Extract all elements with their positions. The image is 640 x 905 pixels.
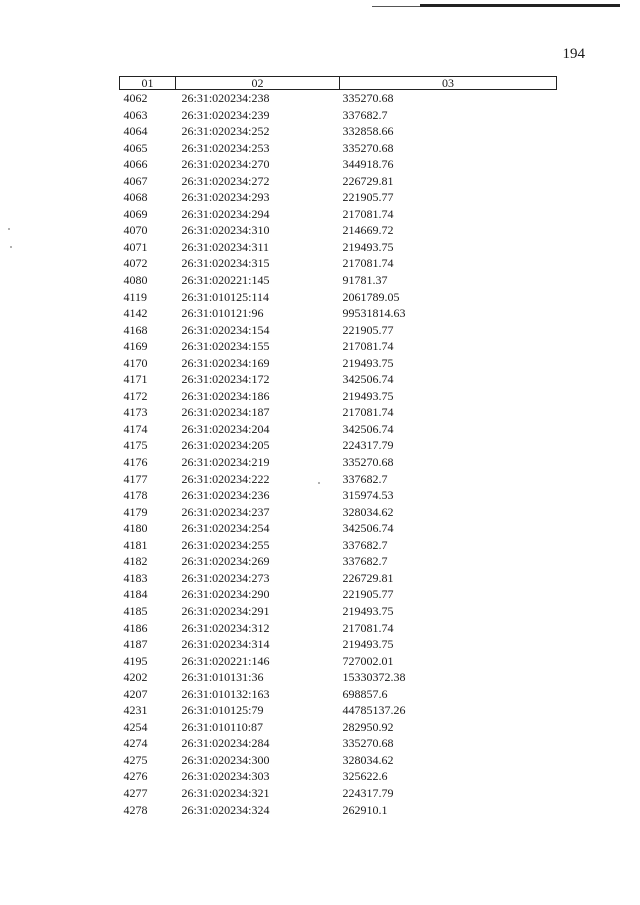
column-header-03: 03	[340, 77, 557, 90]
cell-number: 4070	[123, 223, 148, 238]
cell-cadastral-id: 26:31:020234:315	[181, 256, 270, 271]
cell-value: 221905.77	[342, 587, 394, 602]
cell-value: 15330372.38	[342, 670, 406, 685]
cell-number: 4065	[123, 140, 148, 155]
cell-cadastral-id: 26:31:020234:237	[181, 504, 270, 519]
cell-number: 4185	[123, 603, 148, 618]
cell-cadastral-id: 26:31:020234:300	[181, 752, 270, 767]
table-row	[120, 669, 557, 686]
cell-cadastral-id: 26:31:020234:311	[181, 239, 270, 254]
cell-value: 217081.74	[342, 620, 394, 635]
cell-number: 4195	[123, 653, 148, 668]
table-row	[120, 206, 557, 223]
table-row	[120, 107, 557, 124]
cell-cadastral-id: 26:31:020234:239	[181, 107, 270, 122]
table-row	[120, 255, 557, 272]
cell-number: 4072	[123, 256, 148, 271]
cell-cadastral-id: 26:31:020234:238	[181, 91, 270, 105]
data-table	[119, 76, 557, 818]
cell-cadastral-id: 26:31:020221:146	[181, 653, 270, 668]
header-rule-thin	[372, 6, 420, 7]
cell-cadastral-id: 26:31:020234:269	[181, 554, 270, 569]
cell-number: 4080	[123, 273, 148, 288]
cell-value: 217081.74	[342, 206, 394, 221]
table-row	[120, 686, 557, 703]
cell-cadastral-id: 26:31:020234:321	[181, 785, 270, 800]
cell-value: 221905.77	[342, 190, 394, 205]
cell-number: 4119	[123, 289, 148, 304]
table-row	[120, 189, 557, 206]
cell-cadastral-id: 26:31:020234:236	[181, 488, 270, 503]
table-row	[120, 785, 557, 802]
cell-cadastral-id: 26:31:020234:155	[181, 339, 270, 354]
cell-cadastral-id: 26:31:010125:79	[181, 703, 264, 718]
cell-value: 335270.68	[342, 736, 394, 751]
cell-value: 282950.92	[342, 719, 394, 734]
cell-value: 217081.74	[342, 339, 394, 354]
table-body	[120, 90, 557, 819]
cell-cadastral-id: 26:31:020234:273	[181, 570, 270, 585]
table-row	[120, 140, 557, 157]
cell-value: 337682.7	[342, 107, 388, 122]
cell-value: 219493.75	[342, 388, 394, 403]
cell-cadastral-id: 26:31:020234:324	[181, 802, 270, 817]
cell-value: 315974.53	[342, 488, 394, 503]
table-row	[120, 768, 557, 785]
cell-value: 226729.81	[342, 570, 394, 585]
cell-value: 2061789.05	[342, 289, 400, 304]
cell-cadastral-id: 26:31:020221:145	[181, 273, 270, 288]
cell-value: 91781.37	[342, 273, 388, 288]
table-row	[120, 702, 557, 719]
cell-number: 4171	[123, 372, 148, 387]
cell-number: 4276	[123, 769, 148, 784]
cell-number: 4064	[123, 124, 148, 139]
cell-value: 219493.75	[342, 355, 394, 370]
table-row	[120, 388, 557, 405]
cell-value: 698857.6	[342, 686, 388, 701]
table-row	[120, 471, 557, 488]
table-row	[120, 802, 557, 819]
cell-cadastral-id: 26:31:010110:87	[181, 719, 264, 734]
cell-value: 221905.77	[342, 322, 394, 337]
cell-cadastral-id: 26:31:020234:284	[181, 736, 270, 751]
cell-cadastral-id: 26:31:010132:163	[181, 686, 270, 701]
cell-number: 4168	[123, 322, 148, 337]
table-row	[120, 305, 557, 322]
table-row	[120, 620, 557, 637]
column-header-02: 02	[176, 77, 340, 90]
cell-number: 4174	[123, 421, 148, 436]
cell-number: 4063	[123, 107, 148, 122]
scan-speck	[10, 246, 12, 248]
cell-number: 4254	[123, 719, 148, 734]
cell-number: 4275	[123, 752, 148, 767]
cell-cadastral-id: 26:31:020234:169	[181, 355, 270, 370]
cell-cadastral-id: 26:31:020234:293	[181, 190, 270, 205]
cell-cadastral-id: 26:31:020234:252	[181, 124, 270, 139]
cell-number: 4169	[123, 339, 148, 354]
cell-number: 4068	[123, 190, 148, 205]
table-row	[120, 553, 557, 570]
cell-value: 44785137.26	[342, 703, 406, 718]
page-number: 194	[562, 46, 585, 62]
cell-cadastral-id: 26:31:020234:186	[181, 388, 270, 403]
cell-number: 4186	[123, 620, 148, 635]
header-rule	[420, 4, 620, 7]
table-row	[120, 603, 557, 620]
table-row	[120, 653, 557, 670]
table-row	[120, 719, 557, 736]
cell-value: 337682.7	[342, 537, 388, 552]
cell-number: 4142	[123, 306, 148, 321]
cell-value: 226729.81	[342, 173, 394, 188]
cell-number: 4172	[123, 388, 148, 403]
cell-value: 727002.01	[342, 653, 394, 668]
cell-value: 332858.66	[342, 124, 394, 139]
table-row	[120, 454, 557, 471]
cell-value: 344918.76	[342, 157, 394, 172]
cell-cadastral-id: 26:31:010125:114	[181, 289, 270, 304]
cell-value: 342506.74	[342, 521, 394, 536]
cell-cadastral-id: 26:31:020234:312	[181, 620, 270, 635]
data-table-container	[119, 76, 556, 818]
cell-cadastral-id: 26:31:020234:172	[181, 372, 270, 387]
cell-cadastral-id: 26:31:020234:254	[181, 521, 270, 536]
table-row	[120, 355, 557, 372]
cell-number: 4177	[123, 471, 148, 486]
cell-cadastral-id: 26:31:020234:290	[181, 587, 270, 602]
cell-cadastral-id: 26:31:020234:272	[181, 173, 270, 188]
cell-value: 214669.72	[342, 223, 394, 238]
cell-number: 4184	[123, 587, 148, 602]
table-row	[120, 222, 557, 239]
cell-value: 217081.74	[342, 256, 394, 271]
cell-value: 335270.68	[342, 455, 394, 470]
cell-value: 337682.7	[342, 471, 388, 486]
cell-cadastral-id: 26:31:020234:291	[181, 603, 270, 618]
table-row	[120, 735, 557, 752]
cell-value: 328034.62	[342, 752, 394, 767]
cell-cadastral-id: 26:31:020234:255	[181, 537, 270, 552]
cell-cadastral-id: 26:31:020234:253	[181, 140, 270, 155]
table-row	[120, 504, 557, 521]
scan-speck	[8, 228, 10, 230]
table-row	[120, 289, 557, 306]
cell-value: 99531814.63	[342, 306, 406, 321]
table-header-row	[120, 77, 557, 90]
cell-cadastral-id: 26:31:020234:187	[181, 405, 270, 420]
table-row	[120, 437, 557, 454]
table-row	[120, 371, 557, 388]
cell-value: 335270.68	[342, 91, 394, 105]
cell-value: 219493.75	[342, 239, 394, 254]
cell-cadastral-id: 26:31:020234:219	[181, 455, 270, 470]
table-row	[120, 570, 557, 587]
table-row	[120, 520, 557, 537]
cell-value: 262910.1	[342, 802, 388, 817]
cell-number: 4274	[123, 736, 148, 751]
table-row	[120, 752, 557, 769]
table-row	[120, 338, 557, 355]
cell-cadastral-id: 26:31:020234:303	[181, 769, 270, 784]
cell-value: 219493.75	[342, 637, 394, 652]
cell-value: 335270.68	[342, 140, 394, 155]
cell-number: 4066	[123, 157, 148, 172]
cell-number: 4069	[123, 206, 148, 221]
cell-value: 337682.7	[342, 554, 388, 569]
table-row	[120, 487, 557, 504]
table-row	[120, 586, 557, 603]
table-row	[120, 537, 557, 554]
cell-cadastral-id: 26:31:020234:205	[181, 438, 270, 453]
cell-value: 224317.79	[342, 438, 394, 453]
cell-cadastral-id: 26:31:010121:96	[181, 306, 264, 321]
table-row	[120, 156, 557, 173]
cell-number: 4062	[123, 91, 148, 105]
cell-number: 4181	[123, 537, 148, 552]
cell-cadastral-id: 26:31:010131:36	[181, 670, 264, 685]
cell-value: 342506.74	[342, 421, 394, 436]
cell-number: 4278	[123, 802, 148, 817]
cell-number: 4207	[123, 686, 148, 701]
table-row	[120, 239, 557, 256]
cell-cadastral-id: 26:31:020234:204	[181, 421, 270, 436]
cell-value: 328034.62	[342, 504, 394, 519]
cell-number: 4175	[123, 438, 148, 453]
table-row	[120, 322, 557, 339]
table-row	[120, 636, 557, 653]
cell-value: 219493.75	[342, 603, 394, 618]
cell-number: 4231	[123, 703, 148, 718]
cell-number: 4182	[123, 554, 148, 569]
cell-value: 342506.74	[342, 372, 394, 387]
cell-cadastral-id: 26:31:020234:310	[181, 223, 270, 238]
table-row	[120, 421, 557, 438]
cell-cadastral-id: 26:31:020234:154	[181, 322, 270, 337]
cell-number: 4183	[123, 570, 148, 585]
cell-number: 4187	[123, 637, 148, 652]
cell-number: 4173	[123, 405, 148, 420]
cell-number: 4179	[123, 504, 148, 519]
cell-number: 4178	[123, 488, 148, 503]
cell-number: 4277	[123, 785, 148, 800]
cell-cadastral-id: 26:31:020234:270	[181, 157, 270, 172]
cell-value: 224317.79	[342, 785, 394, 800]
column-header-01: 01	[120, 77, 176, 90]
cell-value: 217081.74	[342, 405, 394, 420]
cell-number: 4067	[123, 173, 148, 188]
cell-cadastral-id: 26:31:020234:222	[181, 471, 270, 486]
table-row	[120, 90, 557, 107]
cell-number: 4202	[123, 670, 148, 685]
cell-number: 4176	[123, 455, 148, 470]
table-row	[120, 173, 557, 190]
cell-number: 4180	[123, 521, 148, 536]
cell-value: 325622.6	[342, 769, 388, 784]
cell-cadastral-id: 26:31:020234:294	[181, 206, 270, 221]
table-row	[120, 404, 557, 421]
cell-number: 4170	[123, 355, 148, 370]
cell-number: 4071	[123, 239, 148, 254]
table-row	[120, 123, 557, 140]
cell-cadastral-id: 26:31:020234:314	[181, 637, 270, 652]
table-row	[120, 272, 557, 289]
